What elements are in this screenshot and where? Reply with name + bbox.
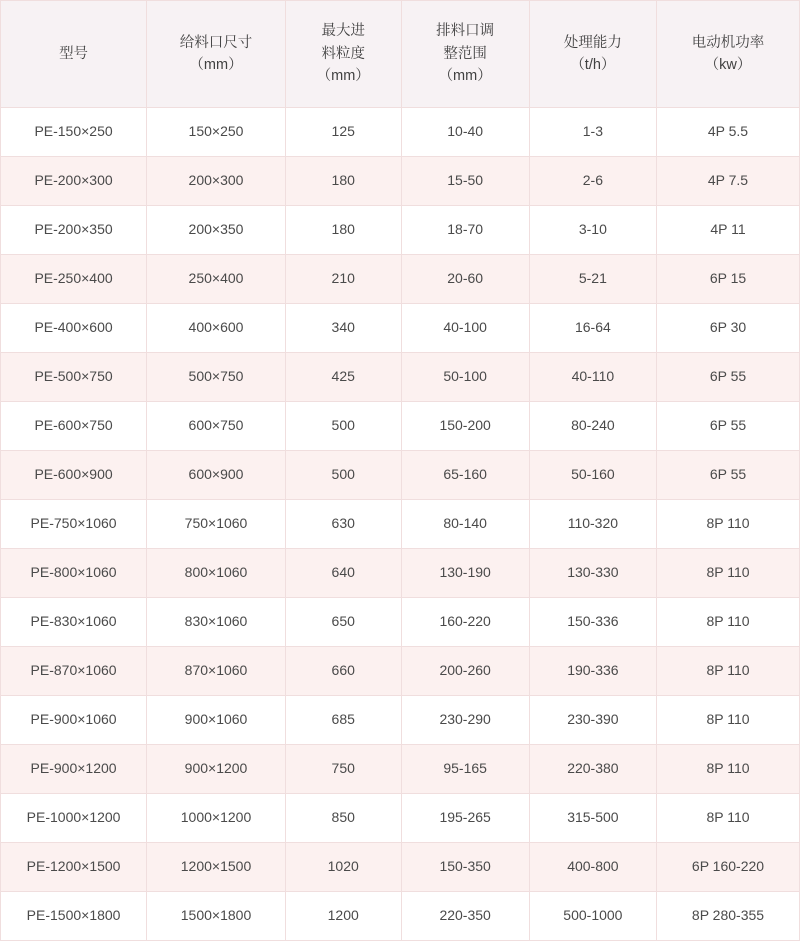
table-row	[1, 206, 800, 255]
cell-value: 95-165	[401, 745, 529, 794]
column-header-line: 料粒度	[321, 45, 365, 62]
cell-model: PE-200×300	[1, 157, 147, 206]
cell-model: PE-500×750	[1, 353, 147, 402]
cell-value: 190-336	[529, 647, 656, 696]
cell-value: 630	[285, 500, 401, 549]
table-row	[1, 549, 800, 598]
cell-value: 150-350	[401, 843, 529, 892]
cell-value: 425	[285, 353, 401, 402]
cell-value: 6P 55	[656, 402, 799, 451]
cell-value: 130-330	[529, 549, 656, 598]
cell-value: 660	[285, 647, 401, 696]
cell-value: 195-265	[401, 794, 529, 843]
cell-value: 16-64	[529, 304, 656, 353]
cell-model: PE-150×250	[1, 108, 147, 157]
cell-value: 200-260	[401, 647, 529, 696]
cell-value: 150-336	[529, 598, 656, 647]
cell-value: 40-110	[529, 353, 656, 402]
column-header-line: 电动机功率	[691, 34, 765, 51]
cell-value: 340	[285, 304, 401, 353]
column-header-4	[529, 1, 656, 108]
cell-value: 8P 110	[656, 794, 799, 843]
cell-value: 8P 280-355	[656, 892, 799, 941]
cell-value: 500-1000	[529, 892, 656, 941]
cell-value: 150-200	[401, 402, 529, 451]
cell-value: 1200×1500	[147, 843, 286, 892]
cell-value: 1000×1200	[147, 794, 286, 843]
cell-value: 400-800	[529, 843, 656, 892]
column-header-3	[401, 1, 529, 108]
cell-value: 315-500	[529, 794, 656, 843]
cell-value: 200×350	[147, 206, 286, 255]
table-row	[1, 794, 800, 843]
cell-value: 850	[285, 794, 401, 843]
cell-value: 1020	[285, 843, 401, 892]
cell-value: 650	[285, 598, 401, 647]
column-header-line: （mm）	[189, 57, 243, 73]
cell-value: 8P 110	[656, 696, 799, 745]
column-header-line: 型号	[59, 45, 89, 62]
cell-value: 250×400	[147, 255, 286, 304]
column-header-line: 排料口调	[436, 23, 495, 40]
cell-value: 80-140	[401, 500, 529, 549]
cell-value: 6P 30	[656, 304, 799, 353]
cell-value: 900×1200	[147, 745, 286, 794]
column-header-0	[1, 1, 147, 108]
table-row	[1, 745, 800, 794]
cell-value: 500×750	[147, 353, 286, 402]
cell-model: PE-830×1060	[1, 598, 147, 647]
table-row	[1, 451, 800, 500]
cell-value: 50-160	[529, 451, 656, 500]
cell-value: 18-70	[401, 206, 529, 255]
cell-value: 6P 160-220	[656, 843, 799, 892]
cell-value: 80-240	[529, 402, 656, 451]
cell-value: 640	[285, 549, 401, 598]
cell-value: 5-21	[529, 255, 656, 304]
cell-value: 220-380	[529, 745, 656, 794]
table-row	[1, 500, 800, 549]
cell-value: 750×1060	[147, 500, 286, 549]
table-row	[1, 255, 800, 304]
cell-value: 210	[285, 255, 401, 304]
cell-value: 220-350	[401, 892, 529, 941]
cell-value: 200×300	[147, 157, 286, 206]
column-header-line: （kw）	[704, 57, 752, 73]
table-row	[1, 402, 800, 451]
table-body	[1, 108, 800, 941]
cell-value: 750	[285, 745, 401, 794]
cell-value: 10-40	[401, 108, 529, 157]
cell-value: 15-50	[401, 157, 529, 206]
cell-model: PE-870×1060	[1, 647, 147, 696]
cell-value: 8P 110	[656, 500, 799, 549]
cell-value: 600×750	[147, 402, 286, 451]
cell-value: 8P 110	[656, 647, 799, 696]
cell-value: 1500×1800	[147, 892, 286, 941]
table-row	[1, 598, 800, 647]
table-header-row	[1, 1, 800, 108]
column-header-line: （mm）	[316, 68, 370, 85]
cell-value: 6P 55	[656, 353, 799, 402]
cell-value: 3-10	[529, 206, 656, 255]
table-row	[1, 353, 800, 402]
cell-value: 130-190	[401, 549, 529, 598]
cell-value: 8P 110	[656, 745, 799, 794]
cell-model: PE-900×1200	[1, 745, 147, 794]
table-row	[1, 843, 800, 892]
cell-value: 8P 110	[656, 598, 799, 647]
cell-value: 50-100	[401, 353, 529, 402]
cell-value: 150×250	[147, 108, 286, 157]
cell-model: PE-1000×1200	[1, 794, 147, 843]
cell-value: 4P 7.5	[656, 157, 799, 206]
cell-model: PE-600×750	[1, 402, 147, 451]
cell-value: 500	[285, 402, 401, 451]
column-header-1	[147, 1, 286, 108]
cell-model: PE-750×1060	[1, 500, 147, 549]
cell-value: 2-6	[529, 157, 656, 206]
cell-value: 6P 15	[656, 255, 799, 304]
cell-value: 20-60	[401, 255, 529, 304]
cell-value: 4P 5.5	[656, 108, 799, 157]
cell-value: 1-3	[529, 108, 656, 157]
cell-model: PE-800×1060	[1, 549, 147, 598]
cell-value: 800×1060	[147, 549, 286, 598]
cell-value: 6P 55	[656, 451, 799, 500]
cell-model: PE-250×400	[1, 255, 147, 304]
column-header-line: （t/h）	[570, 57, 616, 73]
column-header-line: 给料口尺寸	[179, 34, 253, 51]
cell-value: 160-220	[401, 598, 529, 647]
cell-value: 230-290	[401, 696, 529, 745]
cell-value: 230-390	[529, 696, 656, 745]
cell-value: 40-100	[401, 304, 529, 353]
column-header-line: 最大进	[321, 23, 365, 40]
table-row	[1, 647, 800, 696]
cell-value: 500	[285, 451, 401, 500]
cell-value: 600×900	[147, 451, 286, 500]
table-row	[1, 108, 800, 157]
column-header-2	[285, 1, 401, 108]
cell-model: PE-900×1060	[1, 696, 147, 745]
table-row	[1, 696, 800, 745]
cell-value: 180	[285, 157, 401, 206]
table-row	[1, 304, 800, 353]
cell-value: 110-320	[529, 500, 656, 549]
cell-value: 870×1060	[147, 647, 286, 696]
cell-model: PE-1500×1800	[1, 892, 147, 941]
cell-value: 65-160	[401, 451, 529, 500]
column-header-line: 处理能力	[563, 34, 622, 51]
cell-value: 4P 11	[656, 206, 799, 255]
cell-model: PE-1200×1500	[1, 843, 147, 892]
table-row	[1, 157, 800, 206]
cell-value: 400×600	[147, 304, 286, 353]
cell-value: 180	[285, 206, 401, 255]
table-header	[1, 1, 800, 108]
column-header-5	[656, 1, 799, 108]
table-row	[1, 892, 800, 941]
cell-value: 8P 110	[656, 549, 799, 598]
column-header-line: 整范围	[443, 45, 487, 62]
cell-value: 685	[285, 696, 401, 745]
cell-value: 830×1060	[147, 598, 286, 647]
cell-model: PE-200×350	[1, 206, 147, 255]
column-header-line: （mm）	[438, 68, 492, 85]
cell-model: PE-400×600	[1, 304, 147, 353]
cell-value: 1200	[285, 892, 401, 941]
cell-value: 900×1060	[147, 696, 286, 745]
cell-model: PE-600×900	[1, 451, 147, 500]
cell-value: 125	[285, 108, 401, 157]
